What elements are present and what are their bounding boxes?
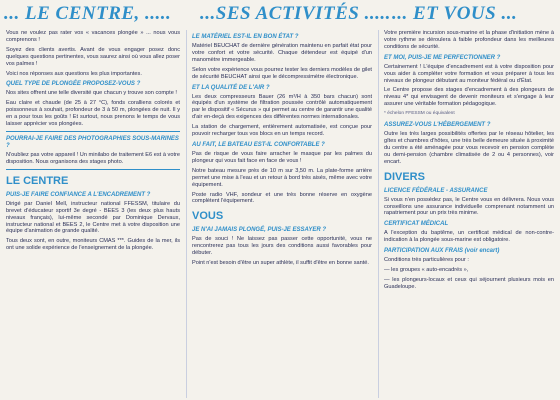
answer-paragraph: La station de chargement, entièrement automatisée, est conçue pour pouvoir recharger tous vos blocs en un temps record. xyxy=(192,124,372,138)
column-right xyxy=(384,30,554,398)
question-heading: PUIS-JE FAIRE CONFIANCE A L'ENCADREMENT ? xyxy=(6,191,151,198)
question-heading: LICENCE FÉDÉRALE - ASSURANCE xyxy=(384,187,488,194)
answer-paragraph: Matériel BEUCHAT de dernière génération maintenu en parfait état pour votre confort et votre sécurité. Chaque détendeur est équipé d'un manomètre immergeable. xyxy=(192,43,372,63)
banner-left: ... LE CENTRE, ..... xyxy=(4,3,172,24)
section-title: DIVERS xyxy=(384,170,425,183)
column-middle xyxy=(192,30,372,398)
answer-paragraph: Les deux compresseurs Bauer (26 m³/H à 350 bars chacun) sont équipés d'un système de filtration poussée contrôlé automatiquement par le dispositif « Sécurus » qui permet au centre de garantir une qualité d'air en-deçà des exigences des différentes normes internationales. xyxy=(192,93,372,121)
answer-paragraph: Selon votre expérience vous pourrez tester les derniers modèles de gilet de sécurité BEUCHAT ainsi que le décompressimètre électronique. xyxy=(192,66,372,80)
list-item: — les groupes « auto-encadrés », xyxy=(384,267,469,274)
divider xyxy=(6,169,180,170)
section-title: LE CENTRE xyxy=(6,174,69,187)
question-heading: PARTICIPATION AUX FRAIS (voir encart) xyxy=(384,248,500,255)
intro-paragraph: Soyez des clients avertis. Avant de vous engager posez donc quelques questions pertinentes, vous saurez ainsi où vous allez poser vos palmes ! xyxy=(6,46,180,67)
answer-paragraph: Outre les très larges possibilités offertes par le réseau hôtelier, les gîtes et chambres d'hôtes, une très belle demeure située à proximité du centre a été aménagée pour vous recevoir en pension complète ou demi-pension (chambre climatisée de 2 ou 4 personnes), voir encart. xyxy=(384,131,554,165)
answer-paragraph: Votre première incursion sous-marine et la phase d'initiation mène à votre rythme se déroulera à faible profondeur dans les meilleures conditions de sécurité. xyxy=(384,30,554,50)
answer-paragraph: Notre bateau mesure près de 10 m sur 3,50 m. La plate-forme arrière permet une mise à l'eau et un retour à bord très aisés, même avec votre équipement. xyxy=(192,167,372,188)
answer-paragraph: Le Centre propose des stages d'encadrement à des plongeurs de niveau 4* qui envisagent de devenir moniteurs et s'engage à leur assurer une véritable formation pédagogique. xyxy=(384,87,554,108)
answer-paragraph: Pas de risque de vous faire arracher le masque par les palmes du plongeur qui vous fait face en face de vous ! xyxy=(192,150,372,164)
answer-paragraph: Point n'est besoin d'être un super athlète, il suffit d'être en bonne santé. xyxy=(192,260,369,267)
divider xyxy=(6,131,180,132)
question-heading: AU FAIT, LE BATEAU EST-IL CONFORTABLE ? xyxy=(192,141,325,148)
answer-paragraph: A l'exception du baptême, un certificat médical de non-contre-indication à la plongée sous-marine est obligatoire. xyxy=(384,230,554,244)
answer-paragraph: Eau claire et chaude (de 25 à 27 °C), fonds coralliens colorés et poissonneux à souhait, profondeur de 3 à 50 m, plongées de nuit. Il y en a pour tous les goûts ! Et surtout, nous prenons le temps de vous laisser apprécier vos plongées. xyxy=(6,100,180,128)
answer-paragraph: Tous deux sont, en outre, moniteurs CMAS ***. Guides de la mer, ils ont une solide expérience de l'enseignement de la plongée. xyxy=(6,238,180,252)
question-heading: CERTIFICAT MÉDICAL xyxy=(384,221,449,228)
banner-middle: ...SES ACTIVITÉS ..... xyxy=(200,3,391,24)
footnote: * échelon FFESSM ou équivalent xyxy=(384,111,455,117)
answer-paragraph: Nos sites offrent une telle diversité que chacun y trouve son compte ! xyxy=(6,90,177,97)
question-heading: POURRAI-JE FAIRE DES PHOTOGRAPHIES SOUS-MARINES ? xyxy=(6,135,179,149)
list-item: — les plongeurs-locaux et ceux qui séjournent plusieurs mois en Guadeloupe. xyxy=(384,276,554,290)
section-title: VOUS xyxy=(192,210,224,223)
answer-paragraph: N'oubliez pas votre appareil ! Un minilabo de traitement E6 est à votre disposition. Nous organisons des stages photo. xyxy=(6,151,180,165)
answer-paragraph: Pas de souci ! Ne laissez pas passer cette opportunité, vous ne rencontrerez pas tous les jours des conditions aussi favorables pour débuter. xyxy=(192,236,372,257)
column-divider xyxy=(378,30,379,398)
column-left xyxy=(6,30,180,398)
question-heading: JE N'AI JAMAIS PLONGÉ, PUIS-JE ESSAYER ? xyxy=(192,227,327,234)
column-divider xyxy=(186,30,187,398)
answer-paragraph: Conditions très particulières pour : xyxy=(384,257,469,264)
question-heading: LE MATÉRIEL EST-IL EN BON ÉTAT ? xyxy=(192,34,299,40)
title-banner xyxy=(0,0,560,26)
answer-paragraph: Si vous n'en possédez pas, le Centre vous en délivrera. Nous vous conseillons une assurance individuelle comprenant notamment un rapatriement pour un prix très minime. xyxy=(384,196,554,217)
answer-paragraph: Poste radio VHF, sondeur et une très bonne réserve en oxygène complètent l'équipement. xyxy=(192,191,372,205)
question-heading: QUEL TYPE DE PLONGÉE PROPOSEZ-VOUS ? xyxy=(6,81,141,88)
answer-paragraph: Dirigé par Daniel Mell, instructeur national FFESSM, titulaire du brevet d'éducateur sportif 3e degré - BEES 3 (les deux plus hauts niveaux français), lui-même secondé par Dominique Dervaux, instructeur national et BEES 2, le Centre met à votre disposition une équipe d'animation de grande qualité. xyxy=(6,200,180,235)
intro-paragraph: Vous ne voulez pas rater vos « vacances plongée » ... nous vous comprenons ! xyxy=(6,30,180,43)
intro-paragraph: Voici nos réponses aux questions les plus importantes. xyxy=(6,70,142,77)
banner-right: ... ET VOUS ... xyxy=(392,3,518,24)
question-heading: ET LA QUALITÉ DE L'AIR ? xyxy=(192,84,270,91)
answer-paragraph: Certainement ! L'équipe d'encadrement est à votre disposition pour vous aider à compléter votre formation et vous préparer à tous les niveaux de plongeur débutant au moniteur fédéral ou d'État. xyxy=(384,63,554,84)
question-heading: ET MOI, PUIS-JE ME PERFECTIONNER ? xyxy=(384,54,501,61)
question-heading: ASSUREZ-VOUS L'HÉBERGEMENT ? xyxy=(384,122,491,129)
